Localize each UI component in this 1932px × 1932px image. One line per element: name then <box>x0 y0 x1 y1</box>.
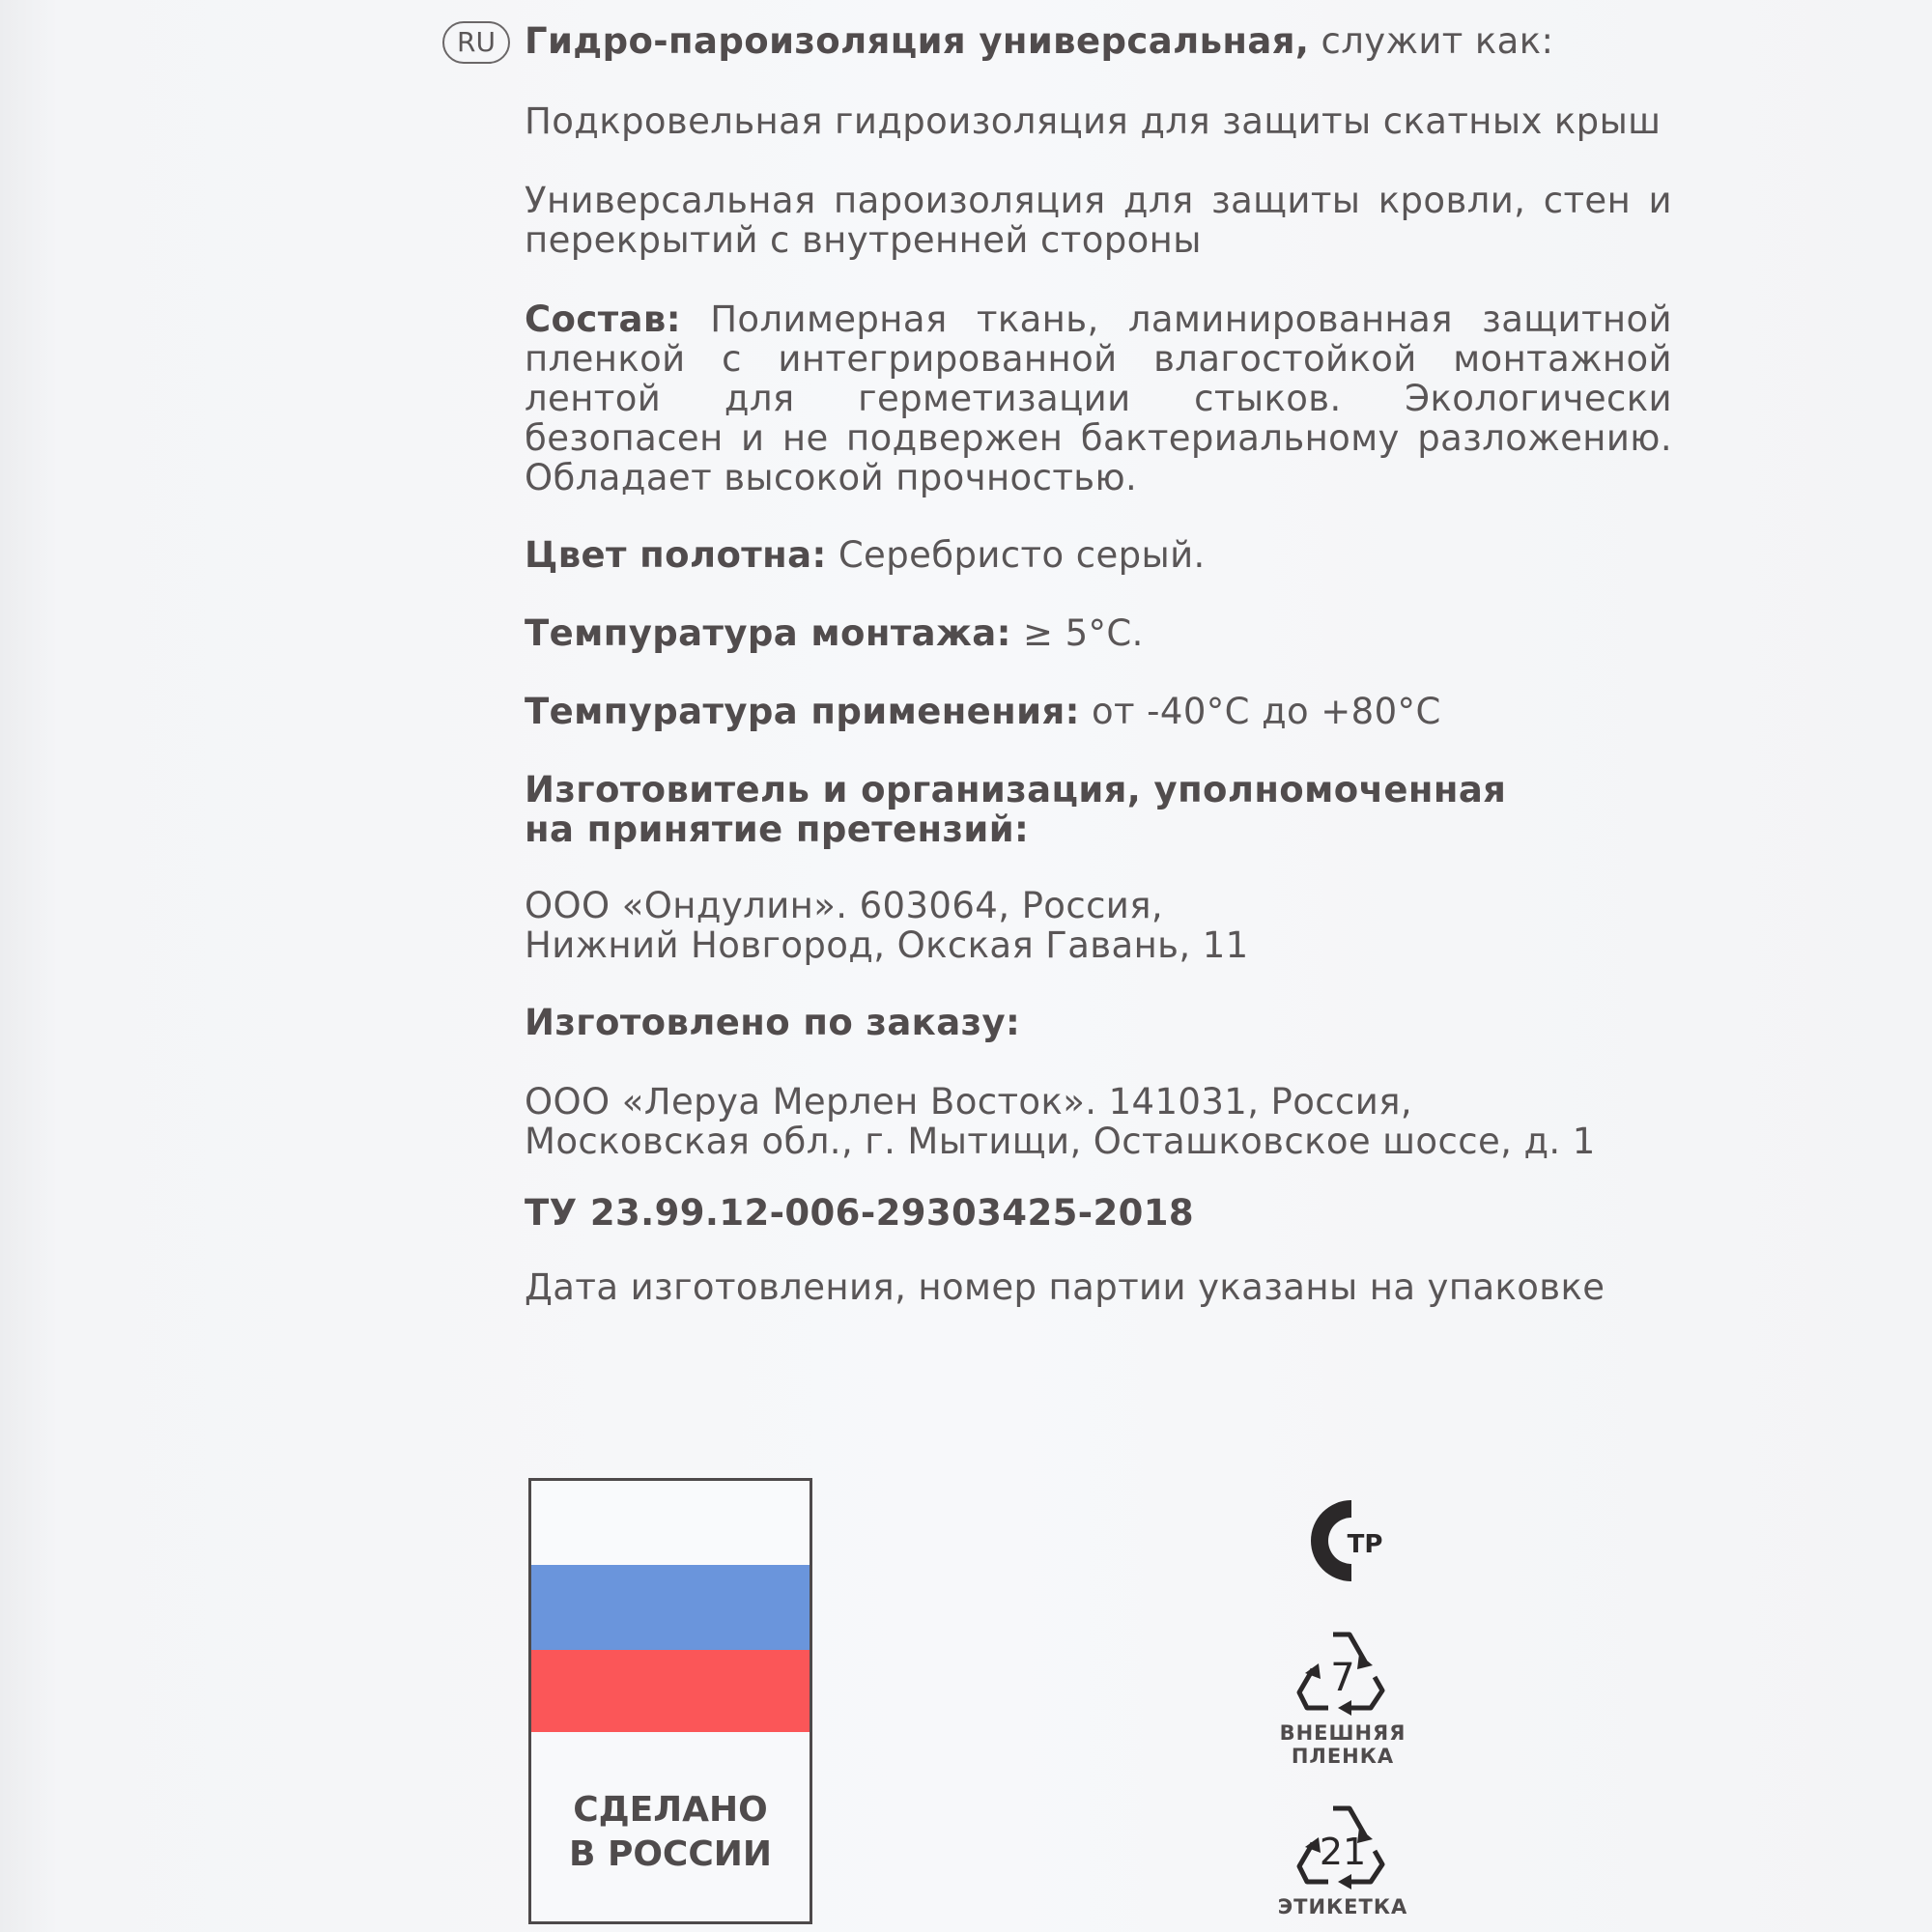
manufacturer-heading <box>525 770 1672 849</box>
customer-heading: Изготовлено по заказу: <box>525 1002 1021 1043</box>
recycle-label-21: ЭТИКЕТКА <box>1277 1895 1408 1918</box>
certification-mark-text: ТР <box>1347 1530 1383 1559</box>
color-row <box>525 535 1672 575</box>
customer-address-line1: ООО «Леруа Мерлен Восток». 141031, Россия, <box>525 1081 1413 1122</box>
recycle-label-7-line1: ВНЕШНЯЯ <box>1279 1721 1406 1745</box>
install-temp-row <box>525 613 1672 653</box>
flag-blue-stripe <box>531 1565 810 1650</box>
customer-address-line2: Московская обл., г. Мытищи, Осташковское шоссе, д. 1 <box>525 1121 1596 1162</box>
usage-temp-value: от -40°С до +80°С <box>1092 691 1441 732</box>
use-vapor-barrier: Универсальная пароизоляция для защиты кровли, стен и перекрытий с внутренней стороны <box>525 180 1672 261</box>
manufacturer-address <box>525 886 1672 965</box>
made-in-russia-label <box>531 1788 810 1877</box>
technical-standard: ТУ 23.99.12-006-29303425-2018 <box>525 1192 1195 1234</box>
recycle-triangle-icon <box>1290 1795 1396 1891</box>
install-temp-value: ≥ 5°С. <box>1023 612 1144 654</box>
recycle-code-21: 21 <box>1319 1831 1367 1873</box>
certification-mark-icon <box>1290 1492 1396 1589</box>
recycle-label-7-line2: ПЛЕНКА <box>1291 1745 1395 1768</box>
color-label: Цвет полотна: <box>525 534 827 576</box>
composition-text: Полимерная ткань, ламинированная защитной пленкой с интегрированной влагостойкой монтажной лентой для герметизации стыков. Экологически безопасен и не подвержен бактериальному разложению. Обладает высокой прочностью. <box>525 298 1672 498</box>
recycling-mark-7 <box>1265 1621 1420 1768</box>
recycle-label-7 <box>1265 1721 1420 1768</box>
composition-paragraph <box>525 299 1672 497</box>
recycling-mark-21 <box>1265 1795 1420 1918</box>
production-note: Дата изготовления, номер партии указаны на упаковке <box>525 1266 1605 1308</box>
recycle-triangle-icon <box>1290 1621 1396 1718</box>
customer-address <box>525 1082 1672 1161</box>
flag-white-stripe <box>531 1481 810 1565</box>
made-in-russia-badge <box>528 1478 812 1924</box>
usage-temp-row <box>525 692 1672 731</box>
made-in-line2: В РОССИИ <box>568 1834 773 1874</box>
color-value: Серебристо серый. <box>838 534 1206 576</box>
install-temp-label: Темпуратура монтажа: <box>525 612 1011 654</box>
recycle-code-7: 7 <box>1330 1656 1355 1700</box>
manufacturer-heading-line1: Изготовитель и организация, уполномоченная <box>525 769 1507 810</box>
use-roofing: Подкровельная гидроизоляция для защиты скатных крыш <box>525 100 1662 142</box>
product-title-suffix: служит как: <box>1321 20 1554 62</box>
manufacturer-address-line1: ООО «Ондулин». 603064, Россия, <box>525 885 1164 926</box>
flag-red-stripe <box>531 1650 810 1732</box>
made-in-line1: СДЕЛАНО <box>573 1790 768 1830</box>
usage-temp-label: Темпуратура применения: <box>525 691 1080 732</box>
manufacturer-heading-line2: на принятие претензий: <box>525 809 1030 850</box>
manufacturer-address-line2: Нижний Новгород, Окская Гавань, 11 <box>525 924 1249 966</box>
product-header <box>525 21 1672 61</box>
composition-label: Состав: <box>525 298 681 340</box>
language-badge: RU <box>442 21 510 64</box>
product-title: Гидро-пароизоляция универсальная, <box>525 20 1310 62</box>
